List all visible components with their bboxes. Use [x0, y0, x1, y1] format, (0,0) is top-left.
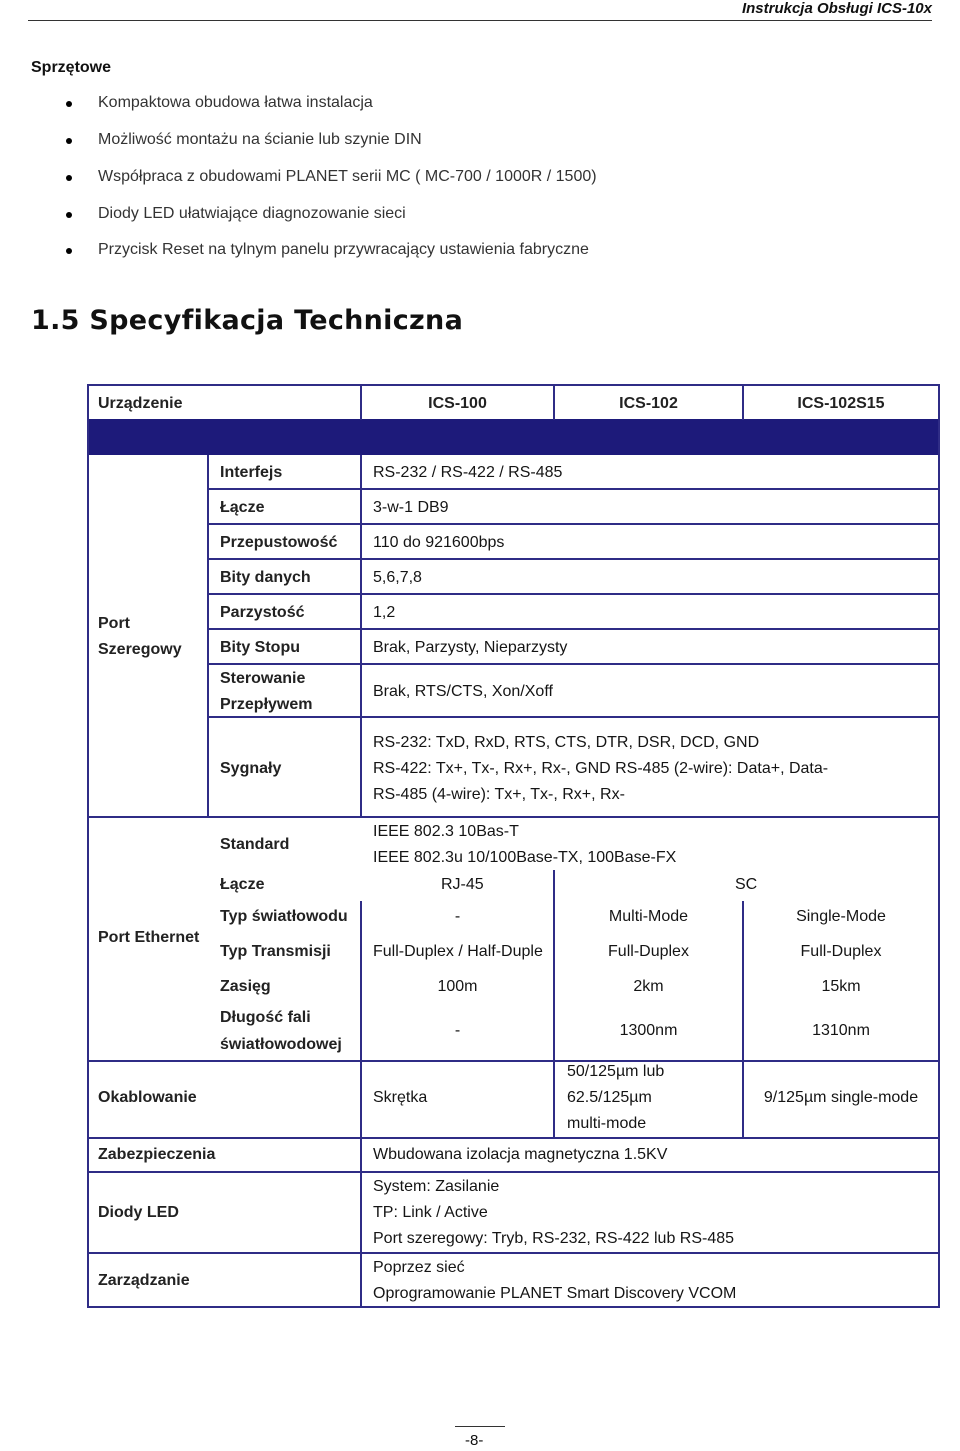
table-border — [87, 384, 940, 386]
table-border — [87, 384, 89, 1308]
table-divider — [207, 455, 209, 817]
row-value: RS-232: TxD, RxD, RTS, CTS, DTR, DSR, DCD, GND — [373, 734, 760, 751]
row-label: Bity Stopu — [220, 639, 300, 656]
cabling-label: Okablowanie — [98, 1089, 197, 1106]
row-value: RS-485 (4-wire): Tx+, Tx-, Rx+, Rx- — [373, 786, 625, 803]
management-label: Zarządzanie — [98, 1272, 190, 1289]
protection-label: Zabezpieczenia — [98, 1146, 216, 1163]
table-divider — [87, 1137, 940, 1139]
row-value: 3-w-1 DB9 — [373, 499, 449, 516]
row-label: Typ Transmisji — [220, 943, 331, 960]
row-value: 2km — [633, 978, 664, 995]
table-divider — [87, 1252, 940, 1254]
list-item: Kompaktowa obudowa łatwa instalacja — [98, 94, 373, 111]
row-value: TP: Link / Active — [373, 1204, 488, 1221]
table-divider — [207, 523, 940, 525]
row-value: Wbudowana izolacja magnetyczna 1.5KV — [373, 1146, 668, 1163]
row-label: Przepustowość — [220, 534, 338, 551]
row-value: 1300nm — [619, 1022, 678, 1039]
serial-port-label: Port — [98, 615, 130, 632]
row-value: multi-mode — [567, 1115, 647, 1132]
row-value: - — [454, 1022, 461, 1039]
row-label: Typ światłowodu — [220, 908, 348, 925]
row-value: Multi-Mode — [608, 908, 689, 925]
ethernet-port-label: Port Ethernet — [98, 929, 200, 946]
row-value: RJ-45 — [441, 876, 484, 893]
row-label: Bity danych — [220, 569, 311, 586]
header-ics-100: ICS-100 — [428, 395, 487, 412]
table-header-bar — [87, 419, 940, 455]
header-ics-102: ICS-102 — [619, 395, 678, 412]
row-value: SC — [735, 876, 758, 893]
row-value: Oprogramowanie PLANET Smart Discovery VCOM — [373, 1285, 737, 1302]
row-value: 110 do 921600bps — [373, 534, 505, 551]
row-value: 1310nm — [812, 1022, 870, 1039]
row-value: Poprzez sieć — [373, 1259, 465, 1276]
page-number: -8- — [465, 1432, 484, 1449]
row-label: Standard — [220, 836, 290, 853]
row-value: Single-Mode — [796, 908, 886, 925]
row-label: Łącze — [220, 499, 265, 516]
row-value: RS-422: Tx+, Tx-, Rx+, Rx-, GND RS-485 (2-wire): Data+, Data- — [373, 760, 829, 777]
row-value: Port szeregowy: Tryb, RS-232, RS-422 lub RS-485 — [373, 1230, 735, 1247]
manual-title: Instrukcja Obsługi ICS-10x — [741, 0, 932, 17]
row-label: Przepływem — [220, 696, 313, 713]
row-label: Zasięg — [220, 978, 271, 995]
header-ics-102s15: ICS-102S15 — [797, 395, 885, 412]
table-divider — [207, 558, 940, 560]
table-divider — [360, 455, 362, 817]
row-value: System: Zasilanie — [373, 1178, 500, 1195]
row-label: Parzystość — [220, 604, 305, 621]
row-label: Sterowanie — [220, 670, 306, 687]
table-divider — [360, 1060, 362, 1308]
row-label: Interfejs — [220, 464, 283, 481]
row-value: Full-Duplex — [800, 943, 882, 960]
row-value: 100m — [437, 978, 478, 995]
row-value: 5,6,7,8 — [373, 569, 422, 586]
list-item: Możliwość montażu na ścianie lub szynie DIN — [98, 131, 422, 148]
footer-rule — [455, 1426, 505, 1427]
row-value: IEEE 802.3u 10/100Base-TX, 100Base-FX — [373, 849, 677, 866]
row-value: Full-Duplex / Half-Duple — [373, 943, 543, 960]
table-divider — [207, 663, 940, 665]
table-divider — [207, 593, 940, 595]
table-divider — [207, 488, 940, 490]
table-divider — [207, 628, 940, 630]
row-label: Sygnały — [220, 760, 282, 777]
row-label: Długość fali — [220, 1009, 311, 1026]
row-value: IEEE 802.3 10Bas-T — [373, 823, 519, 840]
row-value: - — [454, 908, 461, 925]
row-value: 62.5/125µm — [567, 1089, 652, 1106]
table-divider — [87, 816, 940, 818]
row-label: światłowodowej — [220, 1036, 342, 1053]
row-value: RS-232 / RS-422 / RS-485 — [373, 464, 563, 481]
list-item: Współpraca z obudowami PLANET serii MC ( MC-700 / 1000R / 1500) — [98, 168, 597, 185]
serial-port-label: Szeregowy — [98, 641, 182, 658]
row-label: Łącze — [220, 876, 265, 893]
table-divider — [87, 1060, 940, 1062]
row-value: 15km — [821, 978, 861, 995]
leds-label: Diody LED — [98, 1204, 179, 1221]
row-value: Skrętka — [373, 1089, 428, 1106]
table-divider — [87, 1171, 940, 1173]
hardware-section-title: Sprzętowe — [31, 59, 112, 76]
list-item: Przycisk Reset na tylnym panelu przywracający ustawienia fabryczne — [98, 241, 589, 258]
row-value: Brak, RTS/CTS, Xon/Xoff — [373, 683, 553, 700]
row-value: 9/125µm single-mode — [763, 1089, 919, 1106]
list-item: Diody LED ułatwiające diagnozowanie sieci — [98, 205, 406, 222]
table-divider — [553, 1060, 555, 1138]
row-value: 1,2 — [373, 604, 396, 621]
row-value: Brak, Parzysty, Nieparzysty — [373, 639, 568, 656]
row-value: 50/125µm lub — [567, 1063, 665, 1080]
spec-heading: 1.5 Specyfikacja Techniczna — [31, 305, 464, 336]
table-divider — [207, 716, 940, 718]
row-value: Full-Duplex — [608, 943, 689, 960]
header-device: Urządzenie — [98, 395, 183, 412]
